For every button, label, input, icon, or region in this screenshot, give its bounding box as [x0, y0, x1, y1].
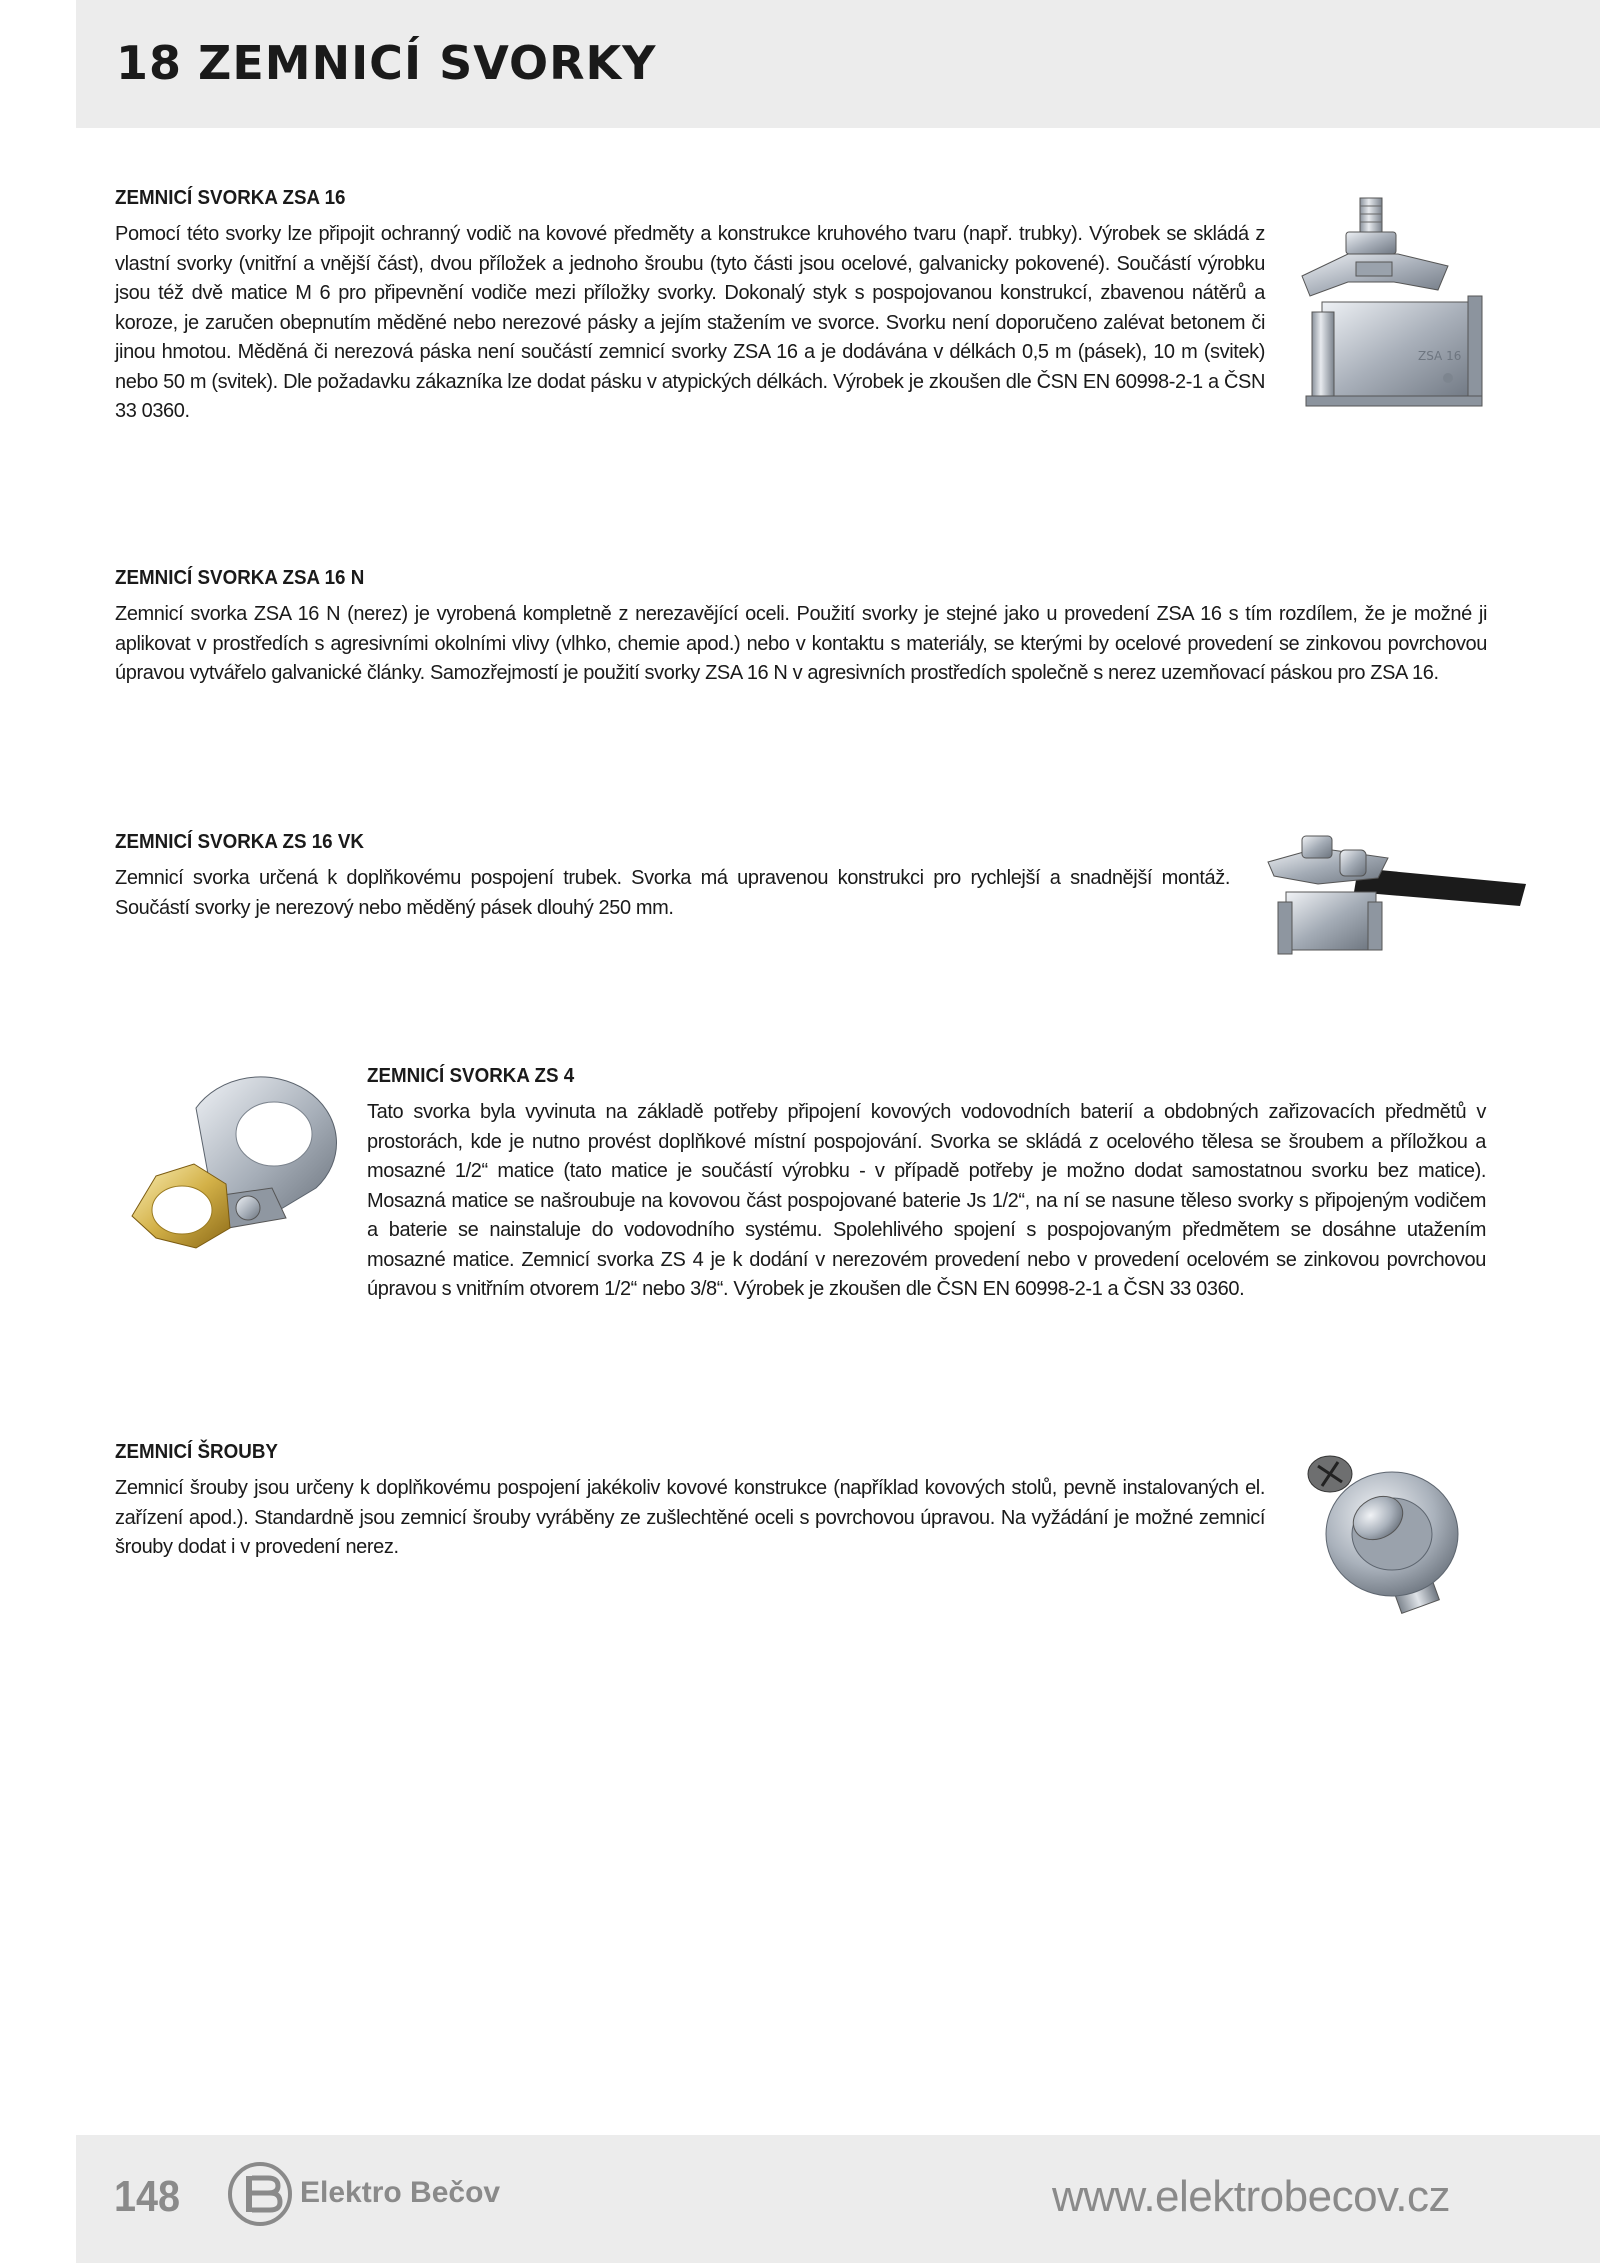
- brand-name: Elektro Bečov: [300, 2176, 501, 2209]
- grounding-screw-image: [1300, 1438, 1482, 1618]
- section-text: Zemnicí šrouby jsou určeny k doplňkovému pospojení jakékoliv kovové konstrukce (například kovových stolů, pevně instalovaných el. zařízení apod.). Standardně jsou zemnicí šrouby vyráběny ze zušlechtěné oceli s povrchovou úpravou. Na vyžádání je možné zemnicí šrouby dodat i v provedení nerez.: [115, 1477, 1265, 1558]
- section-title: ZEMNICÍ ŠROUBY: [115, 1441, 278, 1463]
- chapter-number: 18: [116, 36, 183, 90]
- chapter-title: ZEMNICÍ SVORKY: [198, 36, 657, 90]
- section-text: Tato svorka byla vyvinuta na základě potřeby připojení kovových vodovodních baterií a obdobných zařizovacích předmětů v prostorách, kde je nutno provést doplňkové místní pospojování. Svorka se skládá z ocelového tělesa se šroubem a příložkou a mosazné 1/2“ matice (tato matice je součástí výrobku - v případě potřeby je možno dodat samostatnou svorku bez matice). Mosazná matice se našroubuje na kovovou část pospojované baterie Js 1/2“, na ní se nasune těleso svorky s připojeným vodičem a baterie se nainstaluje do vodovodního systému. Spolehlivého spojení s pospojovaným předmětem se dosáhne utažením mosazné matice. Zemnicí svorka ZS 4 je k dodání v nerezovém provedení nebo v provedení ocelovém se zinkovou povrchovou úpravou s vnitřním otvorem 1/2“ nebo 3/8“. Výrobek je zkoušen dle ČSN EN 60998-2-1 a ČSN 33 0360.: [367, 1101, 1486, 1300]
- section-title: ZEMNICÍ SVORKA ZS 4: [367, 1065, 575, 1087]
- section-text: Pomocí této svorky lze připojit ochranný vodič na kovové předměty a konstrukce kruhového tvaru (např. trubky). Výrobek se skládá z vlastní svorky (vnitřní a vnější část), dvou příložek a jednoho šroubu (tyto části jsou ocelové, galvanicky pokovené). Součástí výrobku jsou též dvě matice M 6 pro připevnění vodiče mezi příložky svorky. Dokonalý styk s pospojovanou konstrukcí, zbavenou nátěrů a koroze, je zaručen obepnutím měděné nebo nerezové pásky a jejím stažením ve svorce. Svorku není doporučeno zalévat betonem či jinou hmotou. Měděná či nerezová páska není součástí zemnicí svorky ZSA 16 a je dodávána v délkách 0,5 m (pásek), 10 m (svitek) nebo 50 m (svitek). Dle požadavku zákazníka lze dodat pásku v atypických délkách. Výrobek je zkoušen dle ČSN EN 60998-2-1 a ČSN 33 0360.: [115, 223, 1265, 422]
- section-zs16vk: [115, 830, 1230, 923]
- section-zs4: [367, 1064, 1486, 1305]
- section-title: ZEMNICÍ SVORKA ZSA 16 N: [115, 567, 365, 589]
- zs4-clamp-image: [116, 1068, 352, 1268]
- zsa16-clamp-image: [1298, 192, 1488, 428]
- section-text: Zemnicí svorka určená k doplňkovému pospojení trubek. Svorka má upravenou konstrukci pro rychlejší a snadnější montáž. Součástí svorky je nerezový nebo měděný pásek dlouhý 250 mm.: [115, 867, 1230, 919]
- page-title: [116, 36, 656, 90]
- section-text: Zemnicí svorka ZSA 16 N (nerez) je vyrobená kompletně z nerezavějící oceli. Použití svorky je stejné jako u provedení ZSA 16 s tím rozdílem, že je možné ji aplikovat v prostředích s agresivními okolními vlivy (vlhko, chemie apod.) nebo v kontaktu s materiály, se kterými by ocelové provedení se zinkovou povrchovou úpravou vytvářelo galvanické články. Samozřejmostí je použití svorky ZSA 16 N v agresivních prostředích společně s nerez uzemňovací páskou pro ZSA 16.: [115, 603, 1487, 684]
- zsa16-stamp-text: ZSA 16: [1418, 349, 1462, 363]
- section-screws: [115, 1440, 1265, 1563]
- section-title: ZEMNICÍ SVORKA ZS 16 VK: [115, 831, 364, 853]
- section-title: ZEMNICÍ SVORKA ZSA 16: [115, 187, 346, 209]
- section-zsa16: [115, 186, 1265, 427]
- zs16vk-clamp-image: [1258, 832, 1526, 964]
- website-link[interactable]: www.elektrobecov.cz: [1051, 2172, 1450, 2221]
- section-zsa16n: [115, 566, 1487, 689]
- elektro-becov-logo-icon: [226, 2160, 294, 2228]
- page-number: 148: [114, 2172, 181, 2221]
